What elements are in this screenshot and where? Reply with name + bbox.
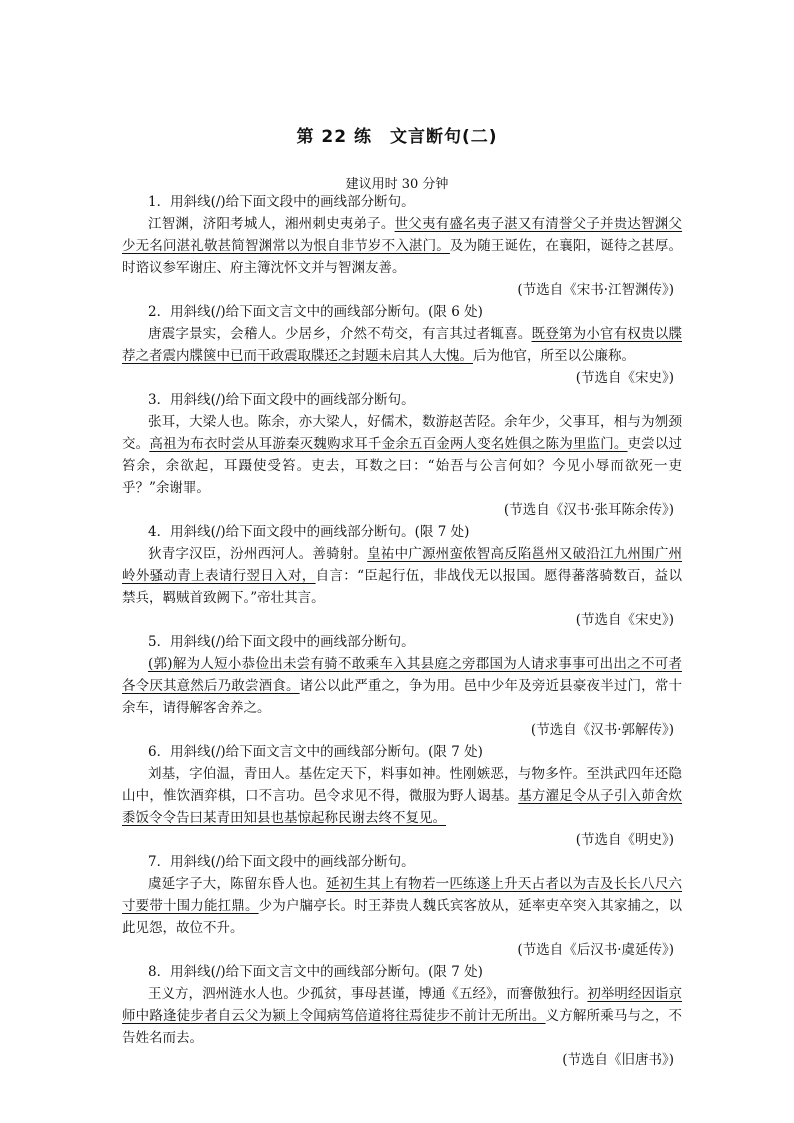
question-source: (节选自《汉书·郭解传》) [530, 722, 674, 738]
underlined-passage: 高祖为布衣时尝从耳游秦灭魏购求耳千金余五百金两人变名姓俱之陈为里监门。 [149, 436, 628, 452]
question-prompt: 6．用斜线(/)给下面文言文中的画线部分断句。(限 7 处) [148, 744, 483, 760]
question-source: (节选自《汉书·张耳陈余传》) [503, 502, 674, 518]
question-prompt: 2．用斜线(/)给下面文言文中的画线部分断句。(限 6 处) [148, 304, 483, 320]
underlined-passage: 世父夷有盛名夷子湛又有清誉父子并贵达智渊父少无名问湛礼敬甚简智渊常以为恨自非节岁不入湛门。 [122, 216, 683, 254]
underlined-passage: (郭)解为人短小恭俭出未尝有骑不敢乘车入其县庭之旁郡国为人请求事事可出出之不可者各令厌其意然后乃敢尝酒食。 [122, 656, 682, 694]
time-hint: 建议用时 30 分钟 [345, 177, 449, 192]
underlined-passage: 皇祐中广源州蛮侬智高反陷邕州又破沿江九州围广州岭外骚动青上表请行翌日入对， [122, 546, 683, 584]
question-source: (节选自《宋史》) [575, 612, 674, 628]
underlined-passage: 基方濯足令从子引入茆舍炊黍饭令令告曰某青田知县也基惊起称民谢去终不复见。 [122, 788, 683, 826]
question-passage: 张耳，大梁人也。陈余，亦大梁人，好儒术，数游赵苦陉。余年少，父事耳，相与为刎颈交。高祖为布衣时尝从耳游秦灭魏购求耳千金余五百金两人变名姓俱之陈为里监门。吏尝以过笞余，余欲起，耳蹑使受笞。吏去，耳数之曰：“始吾与公言何如？今见小辱而欲死一吏乎？”余谢罪。 [122, 414, 683, 496]
page-title: 第 22 练 文言断句(二) [296, 127, 498, 147]
question-passage: 江智渊，济阳考城人，湘州刺史夷弟子。世父夷有盛名夷子湛又有清誉父子并贵达智渊父少无名问湛礼敬甚简智渊常以为恨自非节岁不入湛门。及为随王诞佐，在襄阳，诞待之甚厚。时谘议参军谢庄、府主簿沈怀文并与智渊友善。 [122, 216, 683, 276]
underlined-passage: 既登第为小官有权贵以牒荐之者震内牒箧中已而干政震取牒还之封题未启其人大愧。 [122, 326, 683, 364]
question-passage: (郭)解为人短小恭俭出未尝有骑不敢乘车入其县庭之旁郡国为人请求事事可出出之不可者各令厌其意然后乃敢尝酒食。诸公以此严重之，争为用。邑中少年及旁近县豪夜半过门，常十余车，请得解客舍养之。 [122, 656, 683, 716]
question-prompt: 1．用斜线(/)给下面文段中的画线部分断句。 [148, 194, 415, 210]
question-source: (节选自《后汉书·虞延传》) [517, 942, 674, 958]
question-prompt: 3．用斜线(/)给下面文段中的画线部分断句。 [148, 392, 415, 408]
question-passage: 王义方，泗州涟水人也。少孤贫，事母甚谨，博通《五经》，而謇傲独行。初举明经因诣京师中路逢徒步者自云父为颍上令闻病笃倍道将往焉徒步不前计无所出。义方解所乘马与之，不告姓名而去。 [122, 986, 683, 1046]
question-2 [122, 301, 682, 389]
question-prompt: 8．用斜线(/)给下面文言文中的画线部分断句。(限 7 处) [148, 964, 483, 980]
underlined-passage: 延初生其上有物若一匹练遂上升天占者以为吉及长长八尺六寸要带十围力能扛鼎。 [122, 876, 683, 914]
question-source: (节选自《明史》) [575, 832, 674, 848]
underlined-passage: 初举明经因诣京师中路逢徒步者自云父为颍上令闻病笃倍道将往焉徒步不前计无所出。 [122, 986, 683, 1024]
question-prompt: 5．用斜线(/)给下面文段中的画线部分断句。 [148, 634, 415, 650]
question-1 [122, 191, 682, 301]
question-4 [122, 521, 682, 631]
question-source: (节选自《宋史》) [575, 370, 674, 386]
question-list [122, 191, 682, 1071]
question-passage: 唐震字景实，会稽人。少居乡，介然不苟交，有言其过者辄喜。既登第为小官有权贵以牒荐之者震内牒箧中已而干政震取牒还之封题未启其人大愧。后为他官，所至以公廉称。 [122, 326, 683, 364]
question-source: (节选自《旧唐书》) [562, 1052, 674, 1068]
question-3 [122, 389, 682, 521]
question-passage: 刘基，字伯温，青田人。基佐定天下，料事如神。性刚嫉恶，与物多忤。至洪武四年还隐山中，惟饮酒弈棋，口不言功。邑令求见不得，微服为野人谒基。基方濯足令从子引入茆舍炊黍饭令令告曰某青田知县也基惊起称民谢去终不复见。 [122, 766, 683, 826]
question-prompt: 4．用斜线(/)给下面文段中的画线部分断句。(限 7 处) [148, 524, 470, 540]
question-5 [122, 631, 682, 741]
question-passage: 狄青字汉臣，汾州西河人。善骑射。皇祐中广源州蛮侬智高反陷邕州又破沿江九州围广州岭外骚动青上表请行翌日入对，自言：“臣起行伍，非战伐无以报国。愿得蕃落骑数百，益以禁兵，羁贼首致阙下。”帝壮其言。 [122, 546, 683, 606]
question-7 [122, 851, 682, 961]
question-6 [122, 741, 682, 851]
question-source: (节选自《宋书·江智渊传》) [517, 282, 674, 298]
question-8 [122, 961, 682, 1071]
question-passage: 虞延字子大，陈留东昏人也。延初生其上有物若一匹练遂上升天占者以为吉及长长八尺六寸要带十围力能扛鼎。少为户牖亭长。时王莽贵人魏氏宾客放从，延率吏卒突入其家捕之，以此见怨，故位不升。 [122, 876, 683, 936]
question-prompt: 7．用斜线(/)给下面文段中的画线部分断句。 [148, 854, 415, 870]
